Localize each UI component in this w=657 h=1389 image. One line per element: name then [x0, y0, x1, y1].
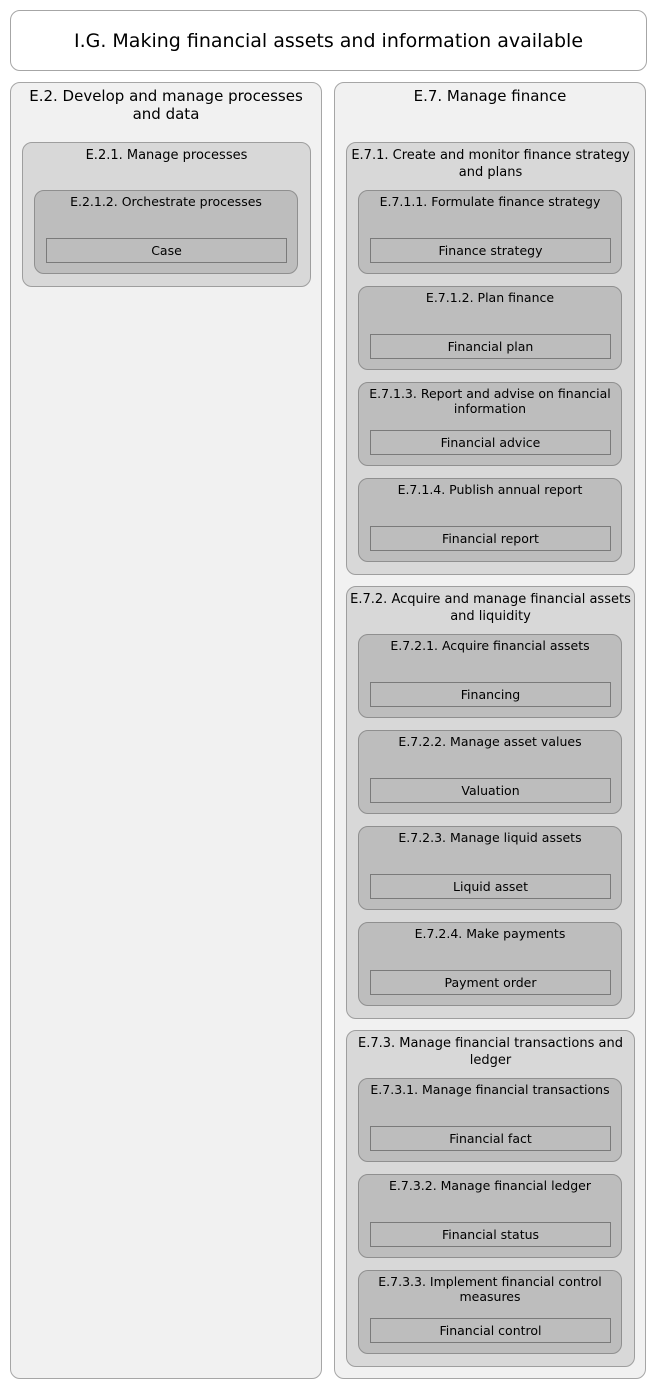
process-title: E.7.3.3. Implement financial control measures — [378, 1274, 602, 1304]
process-e713 — [358, 382, 622, 466]
process-title: E.7.2.2. Manage asset values — [398, 734, 582, 749]
process-e212 — [34, 190, 298, 274]
data-object-financial-fact: Financial fact — [370, 1126, 611, 1151]
data-object-liquid-asset: Liquid asset — [370, 874, 611, 899]
group-e73 — [346, 1030, 635, 1367]
diagram-title-box — [10, 10, 647, 71]
data-object-valuation: Valuation — [370, 778, 611, 803]
data-object-case: Case — [46, 238, 287, 263]
group-title: E.7.2. Acquire and manage financial assets and liquidity — [350, 592, 631, 624]
process-e732 — [358, 1174, 622, 1258]
process-e721 — [358, 634, 622, 718]
data-object-financial-report: Financial report — [370, 526, 611, 551]
process-e711 — [358, 190, 622, 274]
column-title: E.7. Manage finance — [413, 87, 567, 105]
data-object-financial-advice: Financial advice — [370, 430, 611, 455]
process-e724 — [358, 922, 622, 1006]
data-object-payment-order: Payment order — [370, 970, 611, 995]
group-title: E.2.1. Manage processes — [85, 148, 248, 163]
diagram-title: I.G. Making financial assets and information available — [73, 30, 584, 52]
process-title: E.7.1.1. Formulate finance strategy — [379, 194, 601, 209]
process-e723 — [358, 826, 622, 910]
process-title: E.7.2.3. Manage liquid assets — [398, 830, 582, 845]
group-e72 — [346, 586, 635, 1019]
process-title: E.7.3.1. Manage financial transactions — [370, 1082, 610, 1097]
data-object-finance-strategy: Finance strategy — [370, 238, 611, 263]
process-e712 — [358, 286, 622, 370]
data-object-financial-plan: Financial plan — [370, 334, 611, 359]
column-title: E.2. Develop and manage processes and data — [29, 87, 303, 123]
column-e7 — [334, 82, 646, 1379]
data-object-financial-control: Financial control — [370, 1318, 611, 1343]
data-object-financial-status: Financial status — [370, 1222, 611, 1247]
process-title: E.7.2.1. Acquire financial assets — [390, 638, 590, 653]
process-title: E.7.3.2. Manage financial ledger — [389, 1178, 591, 1193]
column-e2 — [10, 82, 322, 1379]
process-title: E.7.1.3. Report and advise on financial information — [369, 386, 611, 416]
process-e731 — [358, 1078, 622, 1162]
group-title: E.7.1. Create and monitor finance strategy and plans — [351, 148, 630, 180]
process-title: E.7.1.4. Publish annual report — [397, 482, 583, 497]
group-e71 — [346, 142, 635, 575]
process-title: E.7.2.4. Make payments — [414, 926, 566, 941]
process-title: E.7.1.2. Plan finance — [425, 290, 555, 305]
process-e714 — [358, 478, 622, 562]
process-e733 — [358, 1270, 622, 1354]
group-title: E.7.3. Manage financial transactions and ledger — [358, 1036, 623, 1068]
data-object-financing: Financing — [370, 682, 611, 707]
group-e21 — [22, 142, 311, 287]
process-title: E.2.1.2. Orchestrate processes — [70, 194, 262, 209]
process-e722 — [358, 730, 622, 814]
